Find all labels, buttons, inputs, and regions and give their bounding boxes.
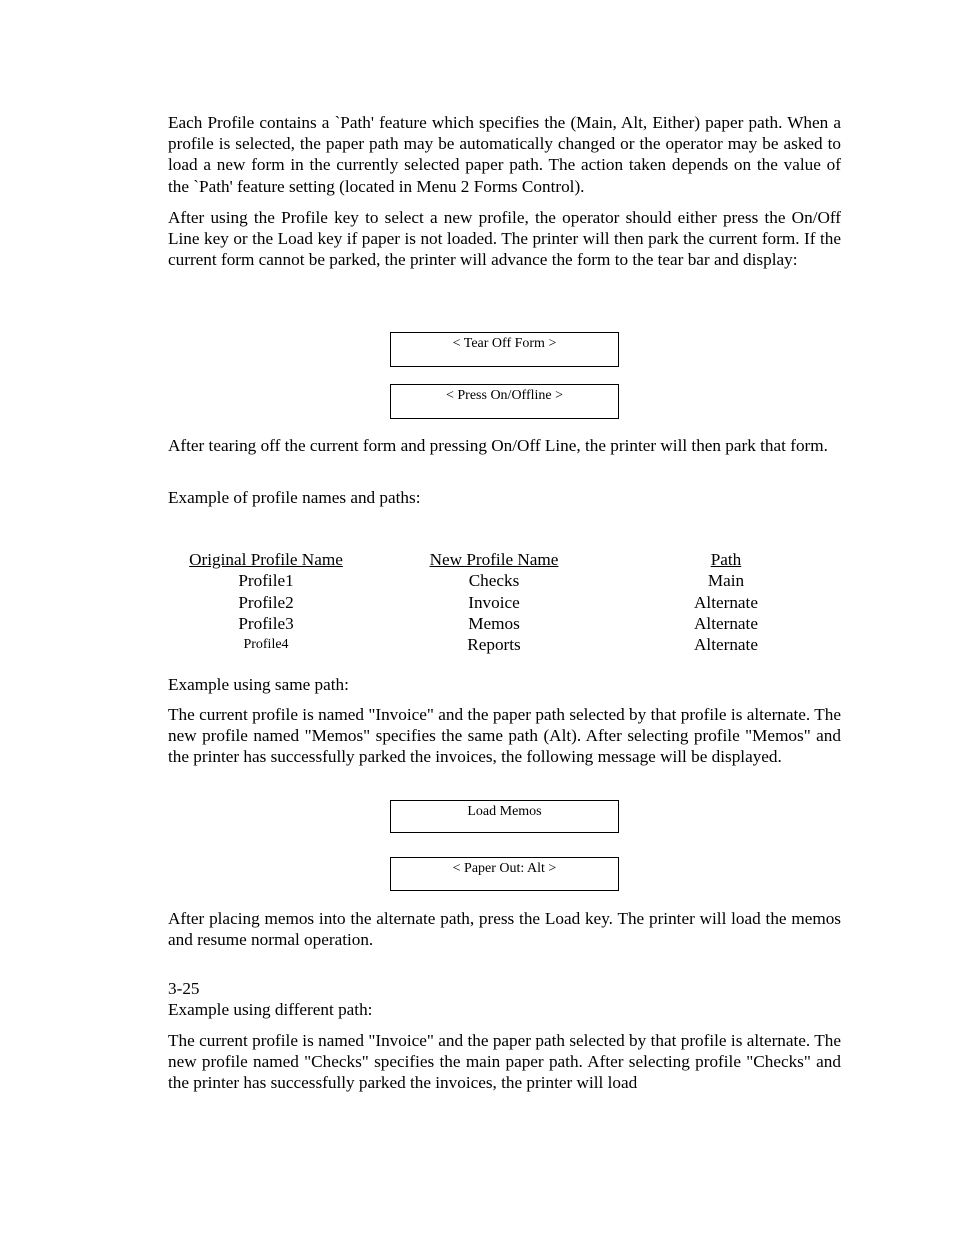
table-cell: Alternate — [694, 592, 758, 612]
table-cell: Profile2 — [238, 592, 294, 612]
display-text: < Paper Out: Alt > — [452, 861, 557, 876]
profile-key-paragraph: After using the Profile key to select a new profile, the operator should either press the On/Off Line key or the Load key if paper is not loaded. The printer will then park the current form. If the current form cannot be parked, the printer will advance the form to the tear bar and display: — [168, 208, 841, 270]
table-cell: Memos — [468, 613, 520, 633]
display-load-memos — [390, 800, 619, 833]
intro-paragraph: Each Profile contains a `Path' feature which specifies the (Main, Alt, Either) paper path. When a profile is selected, the paper path may be automatically changed or the operator may be asked to load a new form in the currently selected paper path. The action taken depends on the value of the `Path' feature setting (located in Menu 2 Forms Control). — [168, 113, 841, 196]
column-original-profile — [184, 549, 348, 655]
display-paper-out — [390, 857, 619, 891]
tear-off-paragraph: After tearing off the current form and pressing On/Off Line, the printer will then park that form. — [168, 436, 828, 455]
different-path-heading: Example using different path: — [168, 1000, 373, 1019]
table-cell: Profile3 — [238, 613, 294, 633]
display-tear-off-form — [390, 332, 619, 367]
column-path — [676, 549, 776, 655]
display-text: Load Memos — [467, 804, 542, 819]
table-cell: Reports — [467, 635, 521, 655]
same-path-paragraph: The current profile is named "Invoice" and the paper path selected by that profile is alternate. The new profile named "Memos" specifies the same path (Alt). After selecting profile "Memos" and the printer has successfully parked the invoices, the following message will be displayed. — [168, 705, 841, 767]
column-header: Original Profile Name — [189, 550, 343, 569]
table-cell: Main — [707, 571, 745, 591]
column-header: Path — [710, 550, 742, 569]
different-path-paragraph: The current profile is named "Invoice" and the paper path selected by that profile is alternate. The new profile named "Checks" specifies the main paper path. After selecting profile "Checks" and the printer has successfully parked the invoices, the printer will load — [168, 1031, 841, 1093]
example-names-heading: Example of profile names and paths: — [168, 488, 421, 507]
column-header: New Profile Name — [429, 550, 559, 569]
column-new-profile — [424, 549, 564, 655]
display-text: < Press On/Offline > — [445, 388, 564, 403]
load-memos-paragraph: After placing memos into the alternate path, press the Load key. The printer will load the memos and resume normal operation. — [168, 909, 841, 950]
same-path-heading: Example using same path: — [168, 675, 349, 694]
table-cell: Profile1 — [238, 571, 294, 591]
table-cell: Checks — [468, 571, 520, 591]
page-number: 3-25 — [168, 979, 200, 998]
table-cell: Alternate — [694, 635, 758, 655]
display-press-online — [390, 384, 619, 419]
display-text: < Tear Off Form > — [452, 336, 557, 351]
table-cell: Alternate — [694, 613, 758, 633]
table-cell: Profile4 — [243, 637, 289, 653]
table-cell: Invoice — [468, 592, 520, 612]
